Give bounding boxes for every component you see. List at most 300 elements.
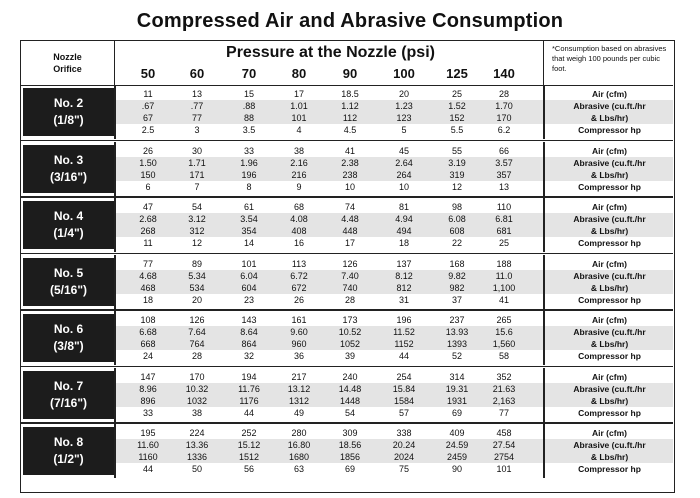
value-cell: 5.5 bbox=[450, 125, 464, 135]
table-row bbox=[116, 201, 673, 213]
value-cell: 77 bbox=[498, 407, 509, 418]
value-cell: 494 bbox=[396, 226, 412, 236]
column-divider bbox=[114, 142, 116, 196]
value-cell: 740 bbox=[342, 282, 358, 293]
value-cell: 2459 bbox=[446, 452, 468, 462]
value-cell: 7.40 bbox=[341, 270, 359, 281]
value-cell: 196 bbox=[241, 169, 257, 180]
value-cell: 56 bbox=[243, 464, 254, 474]
value-cell: 41 bbox=[498, 294, 509, 305]
nozzle-size: (3/16") bbox=[49, 169, 88, 184]
row-label: Compressor hp bbox=[578, 238, 641, 248]
value-cell: 240 bbox=[342, 371, 358, 382]
pressure-value: 140 bbox=[493, 66, 515, 81]
value-cell: 152 bbox=[449, 113, 465, 123]
value-cell: 196 bbox=[396, 315, 412, 325]
pressure-header: Pressure at the Nozzle (psi) bbox=[226, 44, 435, 61]
nozzle-size: (1/4") bbox=[53, 226, 84, 240]
value-cell: 2.16 bbox=[290, 157, 308, 168]
value-cell: 2.5 bbox=[141, 125, 155, 135]
value-cell: 5.34 bbox=[188, 270, 206, 281]
value-cell: 194 bbox=[241, 371, 257, 382]
column-divider bbox=[114, 85, 116, 139]
value-cell: 1448 bbox=[339, 395, 361, 406]
value-cell: 4.48 bbox=[341, 214, 359, 224]
value-cell: 18.56 bbox=[338, 440, 362, 450]
value-cell: 6 bbox=[145, 181, 151, 192]
value-cell: 66 bbox=[498, 145, 509, 156]
value-cell: 188 bbox=[496, 258, 512, 269]
value-cell: 20 bbox=[191, 294, 202, 305]
value-cell: 15.6 bbox=[495, 327, 513, 337]
value-cell: 18.5 bbox=[341, 89, 359, 99]
value-cell: 81 bbox=[398, 202, 409, 212]
value-cell: 896 bbox=[140, 395, 156, 406]
value-cell: 98 bbox=[451, 202, 462, 212]
value-cell: 37 bbox=[451, 294, 462, 305]
value-cell: 74 bbox=[344, 202, 355, 212]
value-cell: 2024 bbox=[393, 452, 415, 462]
nozzle-label bbox=[23, 427, 114, 475]
value-cell: 1152 bbox=[394, 339, 414, 349]
value-cell: 864 bbox=[241, 339, 257, 349]
value-cell: 338 bbox=[396, 428, 412, 438]
nozzle-orifice-header bbox=[21, 41, 115, 85]
value-cell: 1.71 bbox=[188, 157, 206, 168]
table-row bbox=[116, 383, 673, 395]
row-label: & Lbs/hr) bbox=[590, 226, 629, 236]
value-cell: 20.24 bbox=[392, 440, 416, 450]
value-cell: 12 bbox=[191, 238, 202, 248]
value-cell: 314 bbox=[449, 371, 465, 382]
value-cell: 1680 bbox=[288, 452, 310, 462]
value-cell: 13.36 bbox=[185, 440, 209, 450]
value-cell: 44 bbox=[142, 464, 153, 474]
row-label: Air (cfm) bbox=[592, 258, 627, 269]
table-row bbox=[116, 395, 673, 407]
value-cell: 2754 bbox=[493, 452, 515, 462]
value-cell: 15.12 bbox=[237, 440, 261, 450]
value-cell: 1,560 bbox=[492, 339, 516, 349]
value-cell: 13 bbox=[498, 181, 509, 192]
row-label: Air (cfm) bbox=[592, 428, 627, 438]
value-cell: 268 bbox=[140, 226, 156, 236]
value-cell: .77 bbox=[190, 101, 204, 111]
value-cell: 110 bbox=[496, 202, 512, 212]
column-divider bbox=[543, 424, 545, 478]
value-cell: 6.2 bbox=[497, 125, 511, 135]
row-label: Abrasive (cu.ft./hr bbox=[573, 383, 646, 394]
column-divider bbox=[114, 311, 116, 365]
value-cell: 982 bbox=[449, 282, 465, 293]
value-cell: 41 bbox=[344, 145, 355, 156]
value-cell: 8.64 bbox=[240, 327, 258, 337]
value-cell: 6.68 bbox=[139, 327, 157, 337]
nozzle-label bbox=[23, 201, 114, 249]
value-cell: 4.68 bbox=[139, 270, 157, 281]
value-cell: 1584 bbox=[393, 395, 415, 406]
column-divider bbox=[114, 198, 116, 252]
table-row bbox=[116, 371, 673, 383]
value-cell: 113 bbox=[291, 258, 307, 269]
pressure-value: 80 bbox=[291, 66, 307, 81]
value-cell: 17 bbox=[344, 238, 355, 248]
pressure-value: 125 bbox=[446, 66, 468, 81]
value-cell: 101 bbox=[241, 258, 257, 269]
group-separator bbox=[21, 366, 673, 368]
nozzle-group bbox=[21, 88, 673, 136]
table-row bbox=[116, 100, 673, 112]
value-cell: 11.76 bbox=[238, 383, 260, 394]
value-cell: 468 bbox=[140, 282, 156, 293]
table-row bbox=[116, 314, 673, 326]
value-cell: 764 bbox=[189, 339, 205, 349]
nozzle-number: No. 8 bbox=[53, 435, 84, 449]
value-cell: 38 bbox=[293, 145, 304, 156]
value-cell: 173 bbox=[342, 315, 358, 325]
row-label: Abrasive (cu.ft./hr bbox=[573, 327, 646, 337]
nozzle-label bbox=[23, 145, 114, 193]
table-row bbox=[116, 145, 673, 157]
value-cell: 458 bbox=[496, 428, 512, 438]
nozzle-group bbox=[21, 314, 673, 362]
value-cell: 254 bbox=[396, 371, 412, 382]
value-cell: 357 bbox=[496, 169, 512, 180]
value-cell: 354 bbox=[241, 226, 257, 236]
value-cell: 309 bbox=[342, 428, 358, 438]
table-row bbox=[116, 463, 673, 475]
value-cell: 2,163 bbox=[492, 395, 516, 406]
value-cell: 1.50 bbox=[139, 157, 157, 168]
value-cell: 11 bbox=[143, 89, 153, 99]
value-cell: 89 bbox=[191, 258, 202, 269]
row-label: Compressor hp bbox=[578, 294, 641, 305]
nozzle-number: No. 4 bbox=[53, 209, 84, 223]
value-cell: 147 bbox=[140, 371, 156, 382]
value-cell: 52 bbox=[451, 351, 462, 361]
pressure-value: 50 bbox=[140, 66, 156, 81]
value-cell: 126 bbox=[342, 258, 358, 269]
value-cell: 161 bbox=[291, 315, 307, 325]
table-row bbox=[116, 326, 673, 338]
value-cell: 44 bbox=[243, 407, 254, 418]
value-cell: 21.63 bbox=[492, 383, 516, 394]
value-cell: 32 bbox=[243, 351, 254, 361]
value-cell: 19.31 bbox=[445, 383, 469, 394]
value-cell: 8.96 bbox=[139, 383, 157, 394]
column-divider bbox=[543, 142, 545, 196]
column-divider bbox=[543, 85, 545, 139]
value-cell: 31 bbox=[398, 294, 409, 305]
value-cell: 26 bbox=[142, 145, 153, 156]
value-cell: 38 bbox=[191, 407, 202, 418]
value-cell: 170 bbox=[189, 371, 205, 382]
nozzle-header-line2: Orifice bbox=[53, 64, 82, 74]
value-cell: 216 bbox=[291, 169, 307, 180]
value-cell: 26 bbox=[293, 294, 304, 305]
value-cell: 68 bbox=[293, 202, 304, 212]
row-label: Air (cfm) bbox=[592, 145, 627, 156]
row-label: & Lbs/hr) bbox=[590, 395, 629, 406]
value-cell: 12 bbox=[451, 181, 462, 192]
value-cell: 960 bbox=[291, 339, 307, 349]
value-cell: 8.12 bbox=[395, 270, 413, 281]
value-cell: 812 bbox=[396, 282, 412, 293]
value-cell: 280 bbox=[291, 428, 307, 438]
row-label: & Lbs/hr) bbox=[590, 282, 629, 293]
value-cell: 126 bbox=[189, 315, 205, 325]
row-label: Air (cfm) bbox=[592, 371, 627, 382]
column-divider bbox=[543, 255, 545, 309]
value-cell: 6.04 bbox=[240, 270, 258, 281]
value-cell: 69 bbox=[344, 464, 355, 474]
row-label: Abrasive (cu.ft./hr bbox=[573, 270, 646, 281]
consumption-table bbox=[20, 40, 675, 493]
value-cell: 45 bbox=[398, 145, 409, 156]
table-header bbox=[21, 41, 673, 86]
value-cell: 15.84 bbox=[392, 383, 416, 394]
value-cell: 1160 bbox=[138, 452, 158, 462]
value-cell: 1052 bbox=[339, 339, 361, 349]
value-cell: 90 bbox=[451, 464, 462, 474]
value-cell: 69 bbox=[451, 407, 462, 418]
row-label: Compressor hp bbox=[578, 351, 641, 361]
value-cell: 55 bbox=[451, 145, 462, 156]
value-cell: 13.12 bbox=[287, 383, 311, 394]
value-cell: 11.52 bbox=[393, 327, 415, 337]
nozzle-size: (5/16") bbox=[49, 282, 88, 297]
value-cell: 11.60 bbox=[137, 440, 159, 450]
nozzle-group bbox=[21, 427, 673, 475]
value-cell: 3.12 bbox=[188, 214, 206, 224]
value-cell: 1.70 bbox=[495, 101, 513, 111]
value-cell: 3.57 bbox=[495, 157, 513, 168]
column-divider bbox=[114, 368, 116, 422]
value-cell: 9.60 bbox=[290, 327, 308, 337]
column-divider bbox=[543, 198, 545, 252]
value-cell: 217 bbox=[291, 371, 307, 382]
row-label: Abrasive (cu.ft./hr bbox=[573, 440, 646, 450]
value-cell: 1393 bbox=[446, 339, 468, 349]
table-row bbox=[116, 294, 673, 306]
column-divider bbox=[114, 424, 116, 478]
table-row bbox=[116, 181, 673, 193]
value-cell: 1032 bbox=[186, 395, 208, 406]
value-cell: 6.72 bbox=[290, 270, 308, 281]
value-cell: 63 bbox=[293, 464, 304, 474]
group-separator bbox=[21, 422, 673, 424]
table-row bbox=[116, 439, 673, 451]
table-row bbox=[116, 427, 673, 439]
nozzle-label bbox=[23, 258, 114, 306]
value-cell: 604 bbox=[241, 282, 257, 293]
value-cell: 123 bbox=[396, 113, 412, 123]
value-cell: 11.0 bbox=[495, 270, 513, 281]
value-cell: 77 bbox=[191, 113, 202, 123]
value-cell: 5 bbox=[401, 125, 407, 135]
value-cell: 7.64 bbox=[188, 327, 206, 337]
value-cell: 137 bbox=[396, 258, 412, 269]
value-cell: 14 bbox=[243, 238, 254, 248]
value-cell: 3.19 bbox=[448, 157, 466, 168]
value-cell: 7 bbox=[194, 181, 200, 192]
value-cell: 20 bbox=[398, 89, 409, 99]
value-cell: 108 bbox=[140, 315, 156, 325]
value-cell: 224 bbox=[189, 428, 205, 438]
nozzle-number: No. 3 bbox=[53, 152, 84, 167]
value-cell: 112 bbox=[342, 113, 358, 123]
value-cell: 143 bbox=[241, 315, 257, 325]
value-cell: 18 bbox=[398, 238, 409, 248]
page-title: Compressed Air and Abrasive Consumption bbox=[136, 10, 564, 32]
value-cell: 101 bbox=[496, 464, 512, 474]
row-label: Abrasive (cu.ft./hr bbox=[573, 214, 646, 224]
row-label: Compressor hp bbox=[578, 125, 641, 135]
nozzle-group bbox=[21, 201, 673, 249]
value-cell: 22 bbox=[451, 238, 462, 248]
value-cell: 36 bbox=[293, 351, 304, 361]
row-label: & Lbs/hr) bbox=[590, 452, 629, 462]
value-cell: 9 bbox=[296, 181, 302, 192]
column-divider bbox=[543, 311, 545, 365]
pressure-value: 100 bbox=[393, 66, 415, 81]
table-row bbox=[116, 338, 673, 350]
row-label: Air (cfm) bbox=[592, 202, 627, 212]
value-cell: 54 bbox=[191, 202, 202, 212]
value-cell: 171 bbox=[189, 169, 205, 180]
value-cell: 58 bbox=[498, 351, 509, 361]
table-row bbox=[116, 112, 673, 124]
table-row bbox=[116, 350, 673, 362]
value-cell: 8 bbox=[246, 181, 252, 192]
row-label: Air (cfm) bbox=[592, 89, 627, 99]
value-cell: 408 bbox=[291, 226, 307, 236]
value-cell: 534 bbox=[189, 282, 205, 293]
table-row bbox=[116, 225, 673, 237]
value-cell: 14.48 bbox=[338, 383, 362, 394]
nozzle-number: No. 6 bbox=[53, 322, 84, 336]
value-cell: 4 bbox=[296, 125, 302, 135]
value-cell: 2.64 bbox=[395, 157, 413, 168]
value-cell: 10.32 bbox=[185, 383, 209, 394]
value-cell: 28 bbox=[344, 294, 355, 305]
value-cell: 1.01 bbox=[290, 101, 308, 111]
nozzle-label bbox=[23, 371, 114, 419]
value-cell: 1.96 bbox=[240, 157, 258, 168]
value-cell: 3.54 bbox=[240, 214, 258, 224]
table-row bbox=[116, 124, 673, 136]
pressure-value: 90 bbox=[342, 66, 358, 81]
value-cell: 237 bbox=[449, 315, 465, 325]
value-cell: 4.5 bbox=[343, 125, 357, 135]
value-cell: 24 bbox=[142, 351, 153, 361]
value-cell: 23 bbox=[243, 294, 254, 305]
value-cell: 28 bbox=[498, 89, 509, 99]
value-cell: 352 bbox=[496, 371, 512, 382]
group-separator bbox=[21, 253, 673, 255]
value-cell: 668 bbox=[140, 339, 156, 349]
pressure-value: 70 bbox=[241, 66, 257, 81]
value-cell: 77 bbox=[142, 258, 153, 269]
table-row bbox=[116, 157, 673, 169]
row-label: Air (cfm) bbox=[592, 315, 627, 325]
value-cell: 1512 bbox=[238, 452, 260, 462]
table-row bbox=[116, 88, 673, 100]
value-cell: 10 bbox=[344, 181, 355, 192]
value-cell: 75 bbox=[398, 464, 409, 474]
nozzle-label bbox=[23, 88, 114, 136]
value-cell: 6.08 bbox=[448, 214, 466, 224]
value-cell: 3.5 bbox=[242, 125, 256, 135]
table-row bbox=[116, 407, 673, 419]
value-cell: 13 bbox=[191, 89, 202, 99]
value-cell: 57 bbox=[398, 407, 409, 418]
value-cell: 9.82 bbox=[448, 270, 466, 281]
table-row bbox=[116, 213, 673, 225]
consumption-note: *Consumption based on abrasives that weigh 100 pounds per cubic foot. bbox=[543, 41, 673, 85]
value-cell: 3 bbox=[194, 125, 200, 135]
group-separator bbox=[21, 196, 673, 198]
nozzle-label bbox=[23, 314, 114, 362]
value-cell: 2.68 bbox=[139, 214, 157, 224]
value-cell: 409 bbox=[449, 428, 465, 438]
row-label: Compressor hp bbox=[578, 181, 641, 192]
value-cell: 150 bbox=[140, 169, 156, 180]
table-row bbox=[116, 237, 673, 249]
value-cell: 24.59 bbox=[445, 440, 469, 450]
value-cell: 44 bbox=[398, 351, 409, 361]
value-cell: 13.93 bbox=[445, 327, 469, 337]
value-cell: 11 bbox=[143, 238, 153, 248]
nozzle-number: No. 7 bbox=[53, 378, 84, 393]
value-cell: 1312 bbox=[288, 395, 310, 406]
nozzle-header-line1: Nozzle bbox=[53, 52, 82, 62]
row-label: & Lbs/hr) bbox=[590, 113, 629, 123]
table-row bbox=[116, 451, 673, 463]
value-cell: 1.12 bbox=[341, 101, 359, 111]
value-cell: 17 bbox=[293, 89, 304, 99]
nozzle-size: (1/2") bbox=[53, 452, 84, 466]
value-cell: 1336 bbox=[186, 452, 208, 462]
column-divider bbox=[114, 255, 116, 309]
value-cell: 195 bbox=[140, 428, 156, 438]
value-cell: 47 bbox=[142, 202, 153, 212]
value-cell: 448 bbox=[342, 226, 358, 236]
value-cell: 30 bbox=[191, 145, 202, 156]
row-label: Compressor hp bbox=[578, 407, 641, 418]
value-cell: 1176 bbox=[239, 395, 259, 406]
value-cell: 33 bbox=[243, 145, 254, 156]
column-divider bbox=[543, 368, 545, 422]
value-cell: 27.54 bbox=[492, 440, 516, 450]
value-cell: 1856 bbox=[339, 452, 361, 462]
nozzle-size: (3/8") bbox=[53, 339, 84, 353]
value-cell: 265 bbox=[496, 315, 512, 325]
nozzle-group bbox=[21, 371, 673, 419]
value-cell: 49 bbox=[293, 407, 304, 418]
value-cell: 61 bbox=[243, 202, 254, 212]
value-cell: 15 bbox=[243, 89, 254, 99]
pressure-value: 60 bbox=[189, 66, 205, 81]
table-row bbox=[116, 169, 673, 181]
value-cell: 67 bbox=[142, 113, 153, 123]
row-label: Abrasive (cu.ft./hr bbox=[573, 157, 646, 168]
value-cell: 1931 bbox=[446, 395, 468, 406]
nozzle-number: No. 5 bbox=[53, 265, 84, 280]
value-cell: 4.08 bbox=[290, 214, 308, 224]
nozzle-group bbox=[21, 145, 673, 193]
value-cell: 319 bbox=[449, 169, 465, 180]
